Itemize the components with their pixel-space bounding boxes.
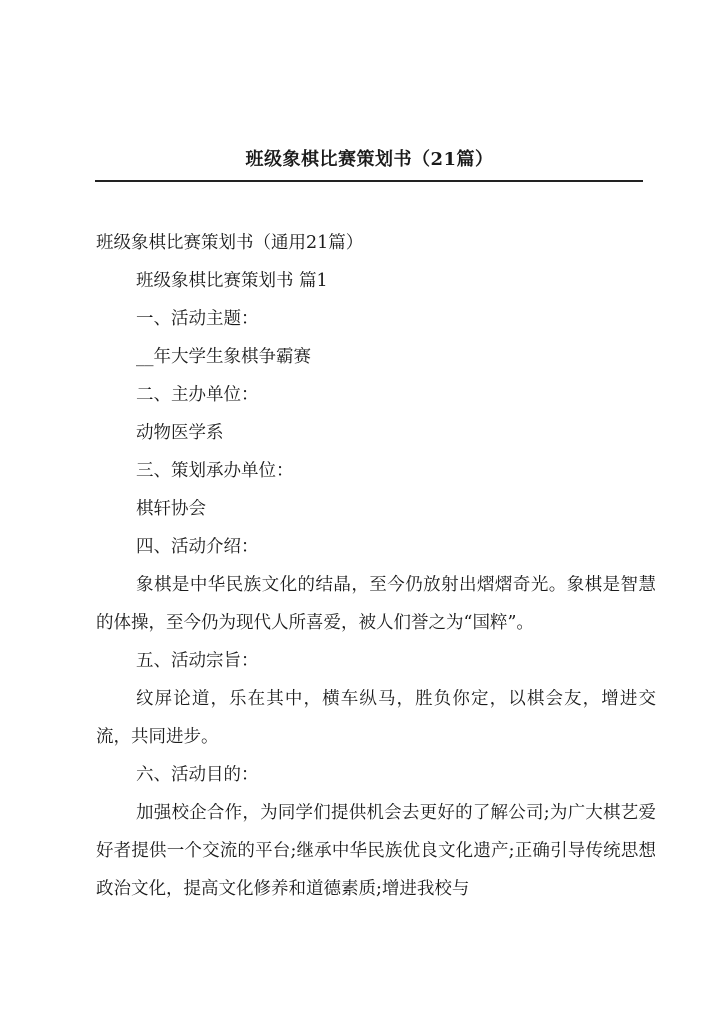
paragraph: 纹屏论道，乐在其中，横车纵马，胜负你定，以棋会友，增进交流，共同进步。: [96, 689, 656, 747]
item-heading: 一、活动主题：: [136, 309, 259, 329]
subtitle-line: 班级象棋比赛策划书（通用21篇）: [96, 233, 364, 253]
document-title: 班级象棋比赛策划书（21篇）: [245, 149, 494, 170]
item-content: 动物医学系: [136, 423, 224, 443]
item-heading: 三、策划承办单位：: [136, 461, 294, 481]
paragraph: 加强校企合作，为同学们提供机会去更好的了解公司;为广大棋艺爱好者提供一个交流的平台;继承中华民族优良文化遗产;正确引导传统思想政治文化，提高文化修养和道德素质;增进我校与: [96, 803, 656, 899]
item-content: __年大学生象棋争霸赛: [136, 347, 311, 367]
item-heading: 六、活动目的：: [136, 765, 259, 785]
item-heading: 五、活动宗旨：: [136, 651, 259, 671]
item-content: 棋轩协会: [136, 499, 206, 519]
item-heading: 二、主办单位：: [136, 385, 259, 405]
item-heading: 四、活动介绍：: [136, 537, 259, 557]
paragraph: 象棋是中华民族文化的结晶，至今仍放射出熠熠奇光。象棋是智慧的体操，至今仍为现代人所喜爱，被人们誉之为“国粹”。: [96, 575, 656, 633]
title-divider: [95, 180, 643, 182]
document-body: [96, 224, 656, 908]
section-heading: 班级象棋比赛策划书 篇1: [136, 271, 328, 291]
